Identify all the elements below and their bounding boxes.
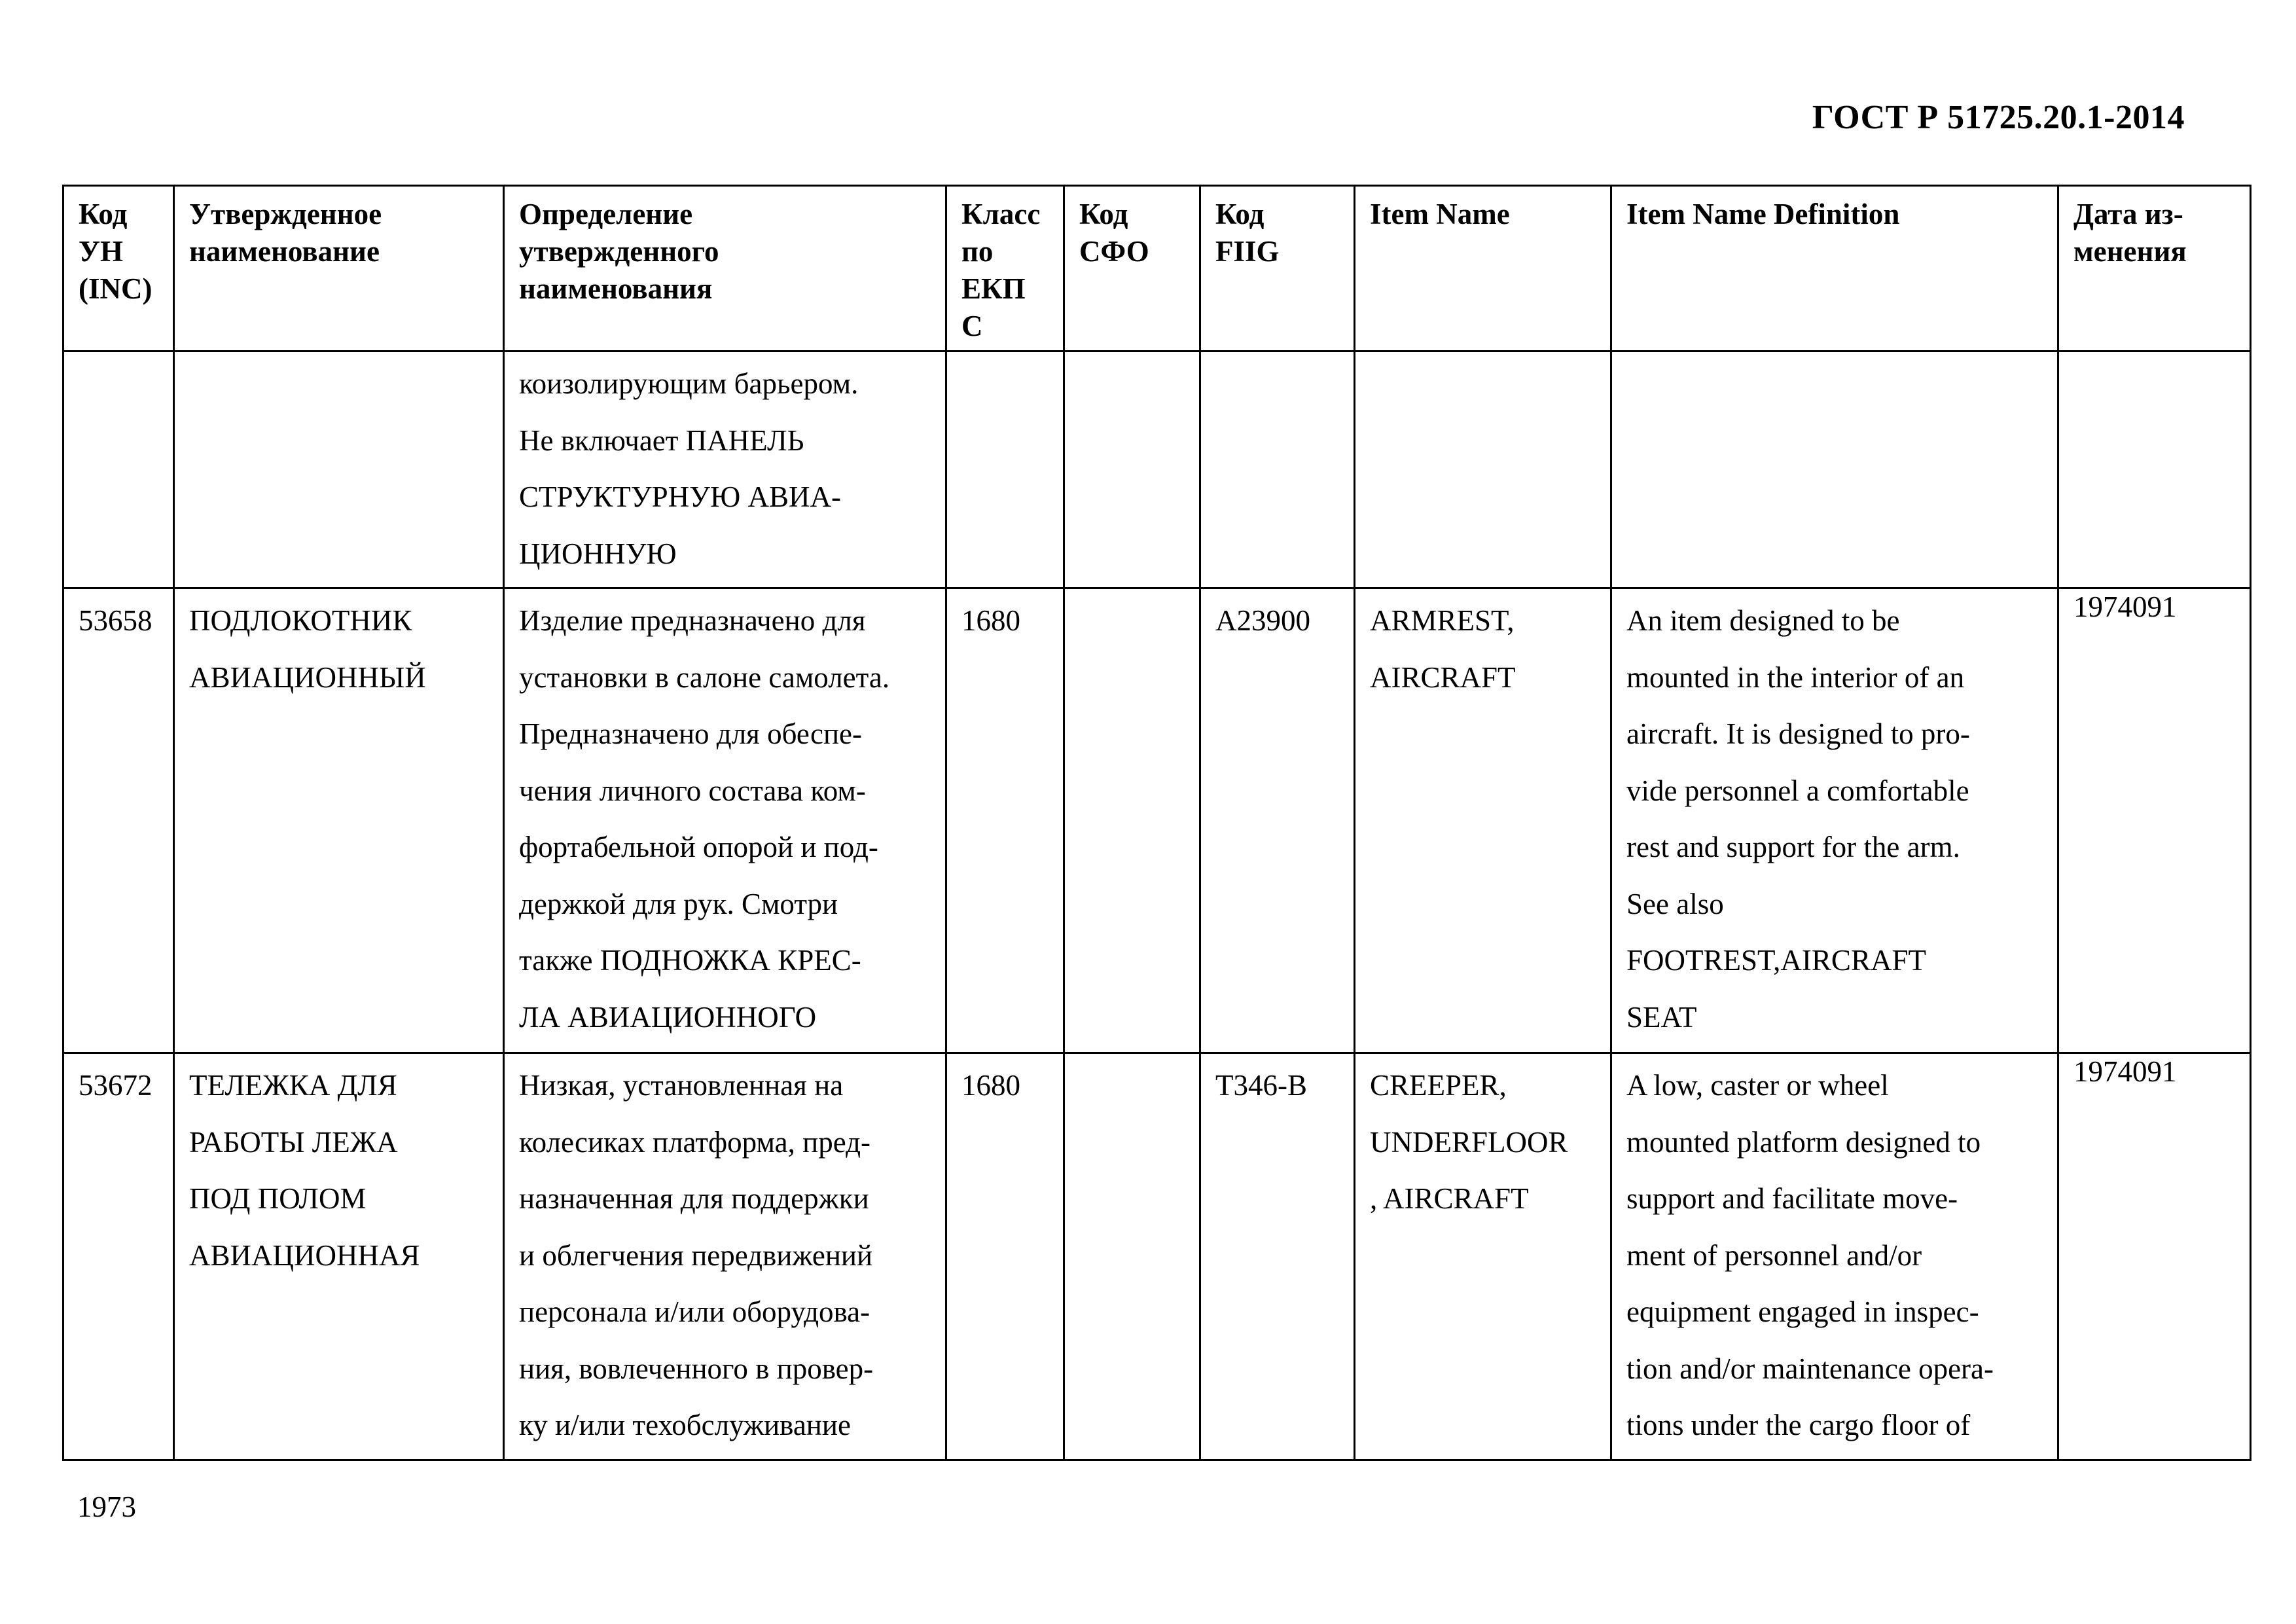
classification-table-container	[62, 185, 2250, 1461]
column-header-item-name-definition: Item Name Definition	[1611, 186, 2058, 352]
cell-item-name: ARMREST, AIRCRAFT	[1355, 588, 1611, 1053]
cell-item-name-definition: A low, caster or wheel mounted platform designed to support and facilitate move- ment of personnel and/or equipment engaged in inspec- tion and/or maintenance opera- tions under the cargo floor of	[1611, 1053, 2058, 1460]
column-header-change-date: Дата из- менения	[2058, 186, 2251, 352]
column-header-inc: Код УН (INC)	[63, 186, 174, 352]
column-header-sfo: Код СФО	[1064, 186, 1200, 352]
cell-class: 1680	[946, 1053, 1064, 1460]
cell-sfo	[1064, 1053, 1200, 1460]
cell-class: 1680	[946, 588, 1064, 1053]
cell-approved-name: ТЕЛЕЖКА ДЛЯ РАБОТЫ ЛЕЖА ПОД ПОЛОМ АВИАЦИОННАЯ	[174, 1053, 504, 1460]
cell-inc: 53672	[63, 1053, 174, 1460]
classification-table	[62, 185, 2251, 1461]
column-header-approved-name: Утвержденное наименование	[174, 186, 504, 352]
table-row	[63, 588, 2251, 1053]
column-header-item-name: Item Name	[1355, 186, 1611, 352]
cell-change-date: 1974091	[2058, 588, 2251, 1053]
cell-item-name	[1355, 352, 1611, 588]
cell-sfo	[1064, 588, 1200, 1053]
column-header-definition: Определение утвержденного наименования	[504, 186, 946, 352]
cell-change-date	[2058, 352, 2251, 588]
cell-inc: 53658	[63, 588, 174, 1053]
table-row	[63, 1053, 2251, 1460]
cell-approved-name: ПОДЛОКОТНИК АВИАЦИОННЫЙ	[174, 588, 504, 1053]
cell-fiig	[1200, 352, 1355, 588]
cell-item-name: CREEPER, UNDERFLOOR , AIRCRAFT	[1355, 1053, 1611, 1460]
table-row	[63, 352, 2251, 588]
cell-fiig: T346-B	[1200, 1053, 1355, 1460]
cell-inc	[63, 352, 174, 588]
document-standard-title: ГОСТ Р 51725.20.1-2014	[1812, 99, 2185, 136]
cell-approved-name	[174, 352, 504, 588]
cell-sfo	[1064, 352, 1200, 588]
cell-class	[946, 352, 1064, 588]
cell-change-date: 1974091	[2058, 1053, 2251, 1460]
column-header-fiig: Код FIIG	[1200, 186, 1355, 352]
page-number: 1973	[77, 1490, 136, 1523]
cell-definition: Низкая, установленная на колесиках платформа, пред- назначенная для поддержки и облегчения передвижений персонала и/или оборудова- ния, вовлеченного в провер- ку и/или техобслуживание	[504, 1053, 946, 1460]
cell-definition: коизолирующим барьером. Не включает ПАНЕЛЬ СТРУКТУРНУЮ АВИА- ЦИОННУЮ	[504, 352, 946, 588]
table-header-row	[63, 186, 2251, 352]
cell-item-name-definition: An item designed to be mounted in the interior of an aircraft. It is designed to pro- vide personnel a comfortable rest and support for the arm. See also FOOTREST,AIRCRAFT SEAT	[1611, 588, 2058, 1053]
column-header-class: Класс по ЕКП С	[946, 186, 1064, 352]
cell-fiig: A23900	[1200, 588, 1355, 1053]
cell-definition: Изделие предназначено для установки в салоне самолета. Предназначено для обеспе- чения личного состава ком- фортабельной опорой и под- держкой для рук. Смотри также ПОДНОЖКА КРЕС- ЛА АВИАЦИОННОГО	[504, 588, 946, 1053]
cell-item-name-definition	[1611, 352, 2058, 588]
